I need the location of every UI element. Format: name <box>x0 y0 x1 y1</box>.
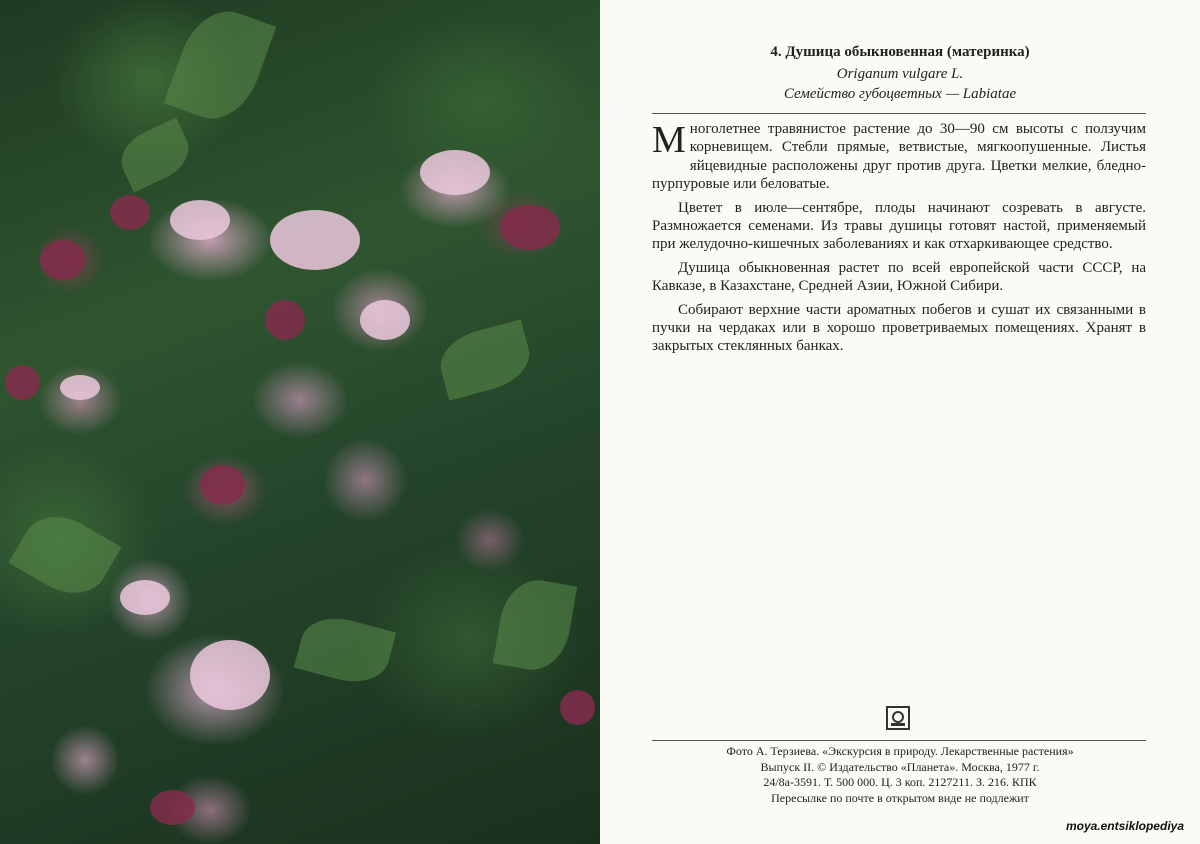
bud-cluster <box>40 240 85 280</box>
drop-cap: М <box>652 119 686 161</box>
plant-title: 4. Душица обыкновенная (материнка) <box>770 44 1030 60</box>
paragraph-harvesting: Собирают верхние части ароматных побегов и сушат их связанными в пучки на чердаках или в хорошо проветриваемых помещениях. Хранят в закрытых стеклянных банках. <box>652 301 1146 355</box>
credit-line: 24/8а-3591. Т. 500 000. Ц. 3 коп. 2127211. З. 216. КПК <box>763 775 1037 789</box>
logo-circle <box>892 711 904 723</box>
top-divider <box>652 113 1146 114</box>
site-watermark: moya.entsiklopediya <box>1065 819 1184 833</box>
logo-bar <box>891 723 905 726</box>
bud-cluster <box>110 195 150 230</box>
bud-cluster <box>150 790 195 825</box>
bud-cluster <box>265 300 305 340</box>
publication-credits <box>600 744 1200 806</box>
credit-line: Фото А. Терзиева. «Экскурсия в природу. Лекарственные растения» <box>726 744 1074 758</box>
bud-cluster <box>560 690 595 725</box>
paragraph-flowering: Цветет в июле—сентябре, плоды начинают созревать в августе. Размножается семенами. Из травы душицы готовят настой, применяемый при желудочно-кишечных заболеваниях и как отхаркивающее средство. <box>652 199 1146 253</box>
bottom-divider <box>652 740 1146 741</box>
flower-cluster <box>270 210 360 270</box>
leaf <box>164 0 277 130</box>
credit-line: Пересылке по почте в открытом виде не подлежит <box>771 790 1029 805</box>
latin-name: Origanum vulgare L. <box>836 66 964 82</box>
bud-cluster <box>500 205 560 250</box>
flower-cluster <box>60 375 100 400</box>
planeta-logo-icon <box>886 706 910 730</box>
flower-cluster <box>170 200 230 240</box>
flower-cluster <box>420 150 490 195</box>
paragraph-distribution: Душица обыкновенная растет по всей европейской части СССР, на Кавказе, в Казахстане, Средней Азии, Южной Сибири. <box>652 259 1146 295</box>
description-card <box>600 0 1200 844</box>
leaf <box>434 319 536 400</box>
paragraph-text: ноголетнее травянистое растение до 30—90 см высоты с ползучим корневищем. Стебли прямые, ветвистые, мягкоопушенные. Листья яйцевидные расположены друг против друга. Цветки мелкие, бледно-пурпуровые или беловатые. <box>652 121 1146 193</box>
description-body <box>652 120 1146 361</box>
flower-cluster <box>360 300 410 340</box>
leaf <box>294 609 396 690</box>
leaf <box>9 502 122 608</box>
leaf <box>113 118 198 193</box>
flower-cluster <box>120 580 170 615</box>
leaf <box>493 575 578 676</box>
credit-line: Выпуск II. © Издательство «Планета». Москва, 1977 г. <box>760 759 1040 774</box>
paragraph-morphology <box>652 120 1146 194</box>
plant-family: Семейство губоцветных — Labiatae <box>783 86 1017 102</box>
bud-cluster <box>200 465 245 505</box>
flower-cluster <box>190 640 270 710</box>
bud-cluster <box>5 365 40 400</box>
